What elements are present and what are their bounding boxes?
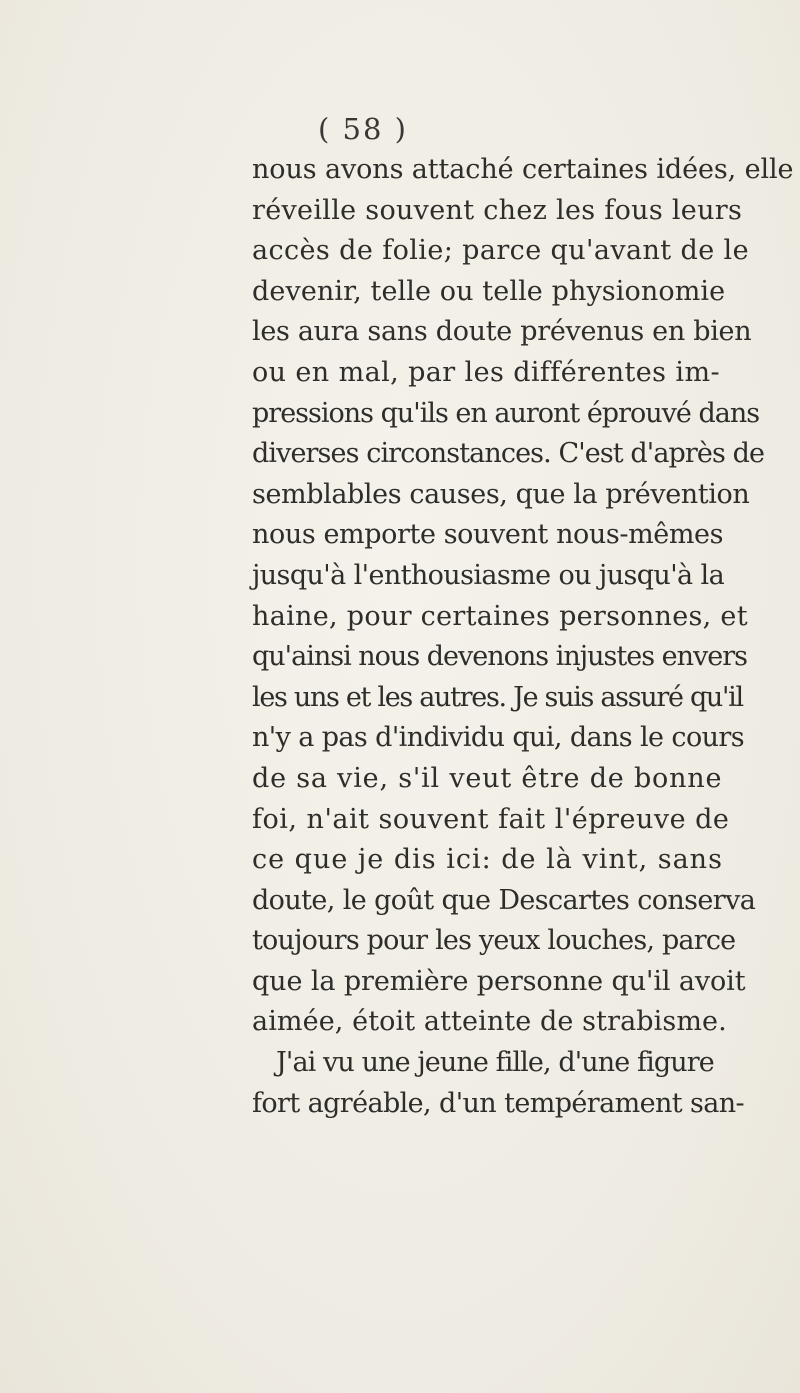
text-line: ou en mal, par les différentes im- <box>252 356 720 388</box>
text-line: jusqu'à l'enthousiasme ou jusqu'à la <box>252 559 725 591</box>
text-line: que la première personne qu'il avoit <box>252 965 746 997</box>
text-line: diverses circonstances. C'est d'après de <box>252 438 765 470</box>
text-line: semblables causes, que la prévention <box>252 478 750 510</box>
text-line: foi, n'ait souvent fait l'épreuve de <box>252 803 730 835</box>
text-line: devenir, telle ou telle physionomie <box>252 275 726 307</box>
text-line: nous emporte souvent nous-mêmes <box>252 519 724 551</box>
text-line: aimée, étoit atteinte de strabisme. <box>252 1006 727 1038</box>
text-line: haine, pour certaines personnes, et <box>252 600 748 632</box>
text-line: J'ai vu une jeune fille, d'une figure <box>276 1047 714 1079</box>
page-number: ( 58 ) <box>318 112 408 146</box>
text-line: les uns et les autres. Je suis assuré qu'il <box>252 681 743 713</box>
text-line: de sa vie, s'il veut être de bonne <box>252 762 723 794</box>
text-line: qu'ainsi nous devenons injustes envers <box>252 641 747 673</box>
text-line: doute, le goût que Descartes conserva <box>252 884 756 916</box>
body-text <box>252 150 800 1124</box>
text-line: fort agréable, d'un tempérament san- <box>252 1087 745 1119</box>
text-line: accès de folie; parce qu'avant de le <box>252 235 749 267</box>
text-line: n'y a pas d'individu qui, dans le cours <box>252 722 744 754</box>
text-line: toujours pour les yeux louches, parce <box>252 925 736 957</box>
text-line: nous avons attaché certaines idées, elle <box>252 154 794 185</box>
text-line: pressions qu'ils en auront éprouvé dans <box>252 397 760 429</box>
text-line: les aura sans doute prévenus en bien <box>252 316 752 348</box>
text-line: ce que je dis ici: de là vint, sans <box>252 844 723 876</box>
text-line: réveille souvent chez les fous leurs <box>252 194 743 226</box>
